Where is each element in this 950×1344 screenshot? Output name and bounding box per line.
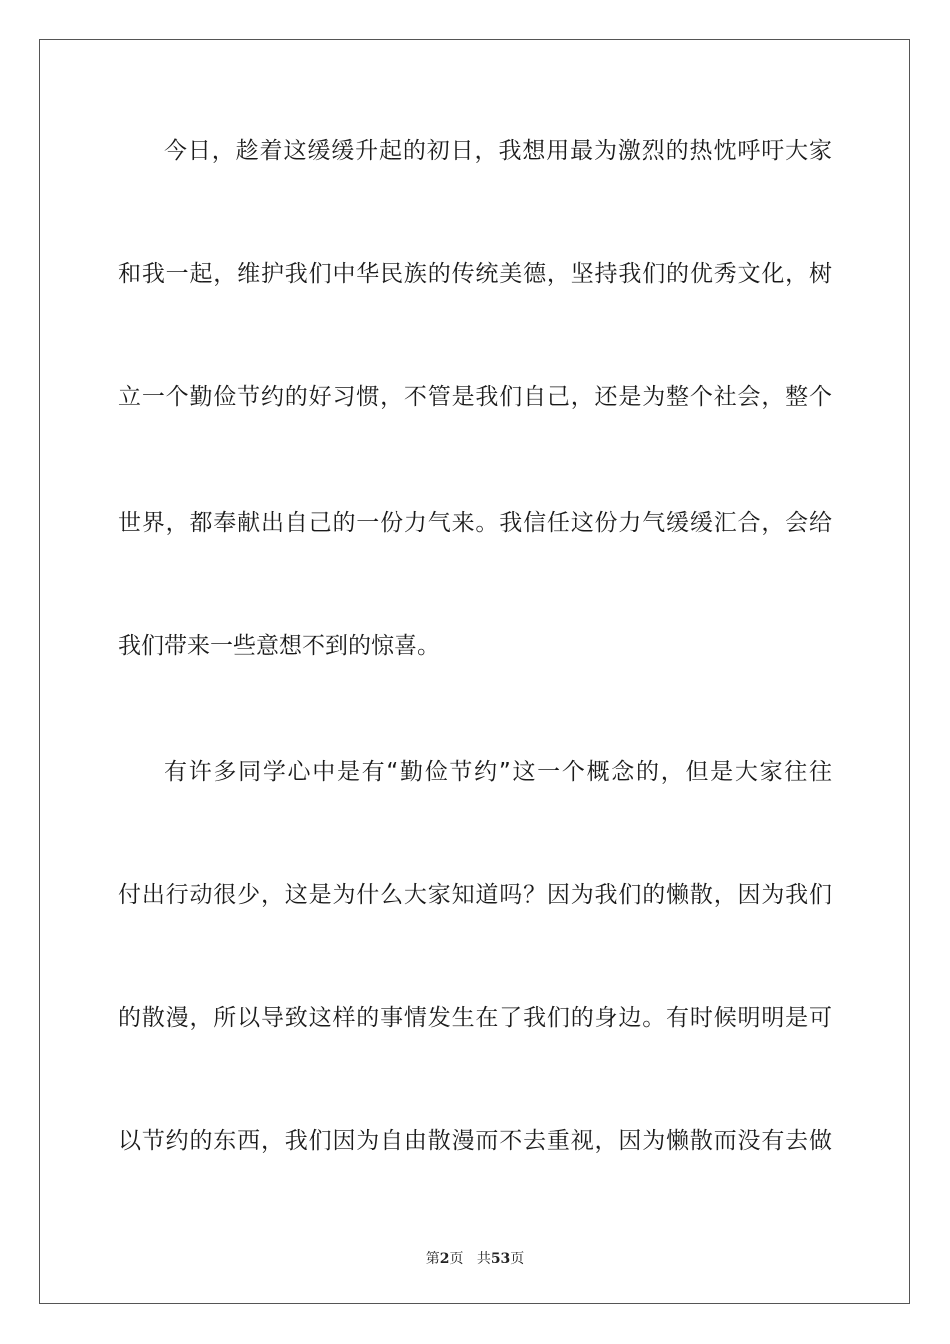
paragraph-2-line-1: 有许多同学心中是有“勤俭节约”这一个概念的，但是大家往往 [164, 759, 832, 785]
footer-page-number: 2 [439, 1251, 450, 1267]
footer-total-prefix: 共 [476, 1251, 491, 1267]
footer-total-pages: 53 [490, 1251, 511, 1267]
paragraph-1-line-5: 我们带来一些意想不到的惊喜。 [118, 633, 440, 659]
footer-page-prefix: 第 [425, 1251, 440, 1267]
page-border [39, 39, 910, 1304]
page-footer [0, 1248, 950, 1268]
paragraph-2-line-4: 以节约的东西，我们因为自由散漫而不去重视，因为懒散而没有去做 [118, 1128, 832, 1154]
paragraph-1-line-3: 立一个勤俭节约的好习惯，不管是我们自己，还是为整个社会，整个 [118, 384, 832, 410]
paragraph-2-line-2: 付出行动很少，这是为什么大家知道吗？因为我们的懒散，因为我们 [118, 882, 832, 908]
paragraph-1-line-4: 世界，都奉献出自己的一份力气来。我信任这份力气缓缓汇合，会给 [118, 510, 832, 536]
paragraph-2-line-3: 的散漫，所以导致这样的事情发生在了我们的身边。有时候明明是可 [118, 1005, 832, 1031]
paragraph-1-line-1: 今日，趁着这缓缓升起的初日，我想用最为激烈的热忱呼吁大家 [164, 138, 832, 164]
paragraph-1-line-2: 和我一起，维护我们中华民族的传统美德，坚持我们的优秀文化，树 [118, 261, 832, 287]
footer-page-suffix: 页 [449, 1251, 464, 1267]
footer-total-suffix: 页 [510, 1251, 525, 1267]
